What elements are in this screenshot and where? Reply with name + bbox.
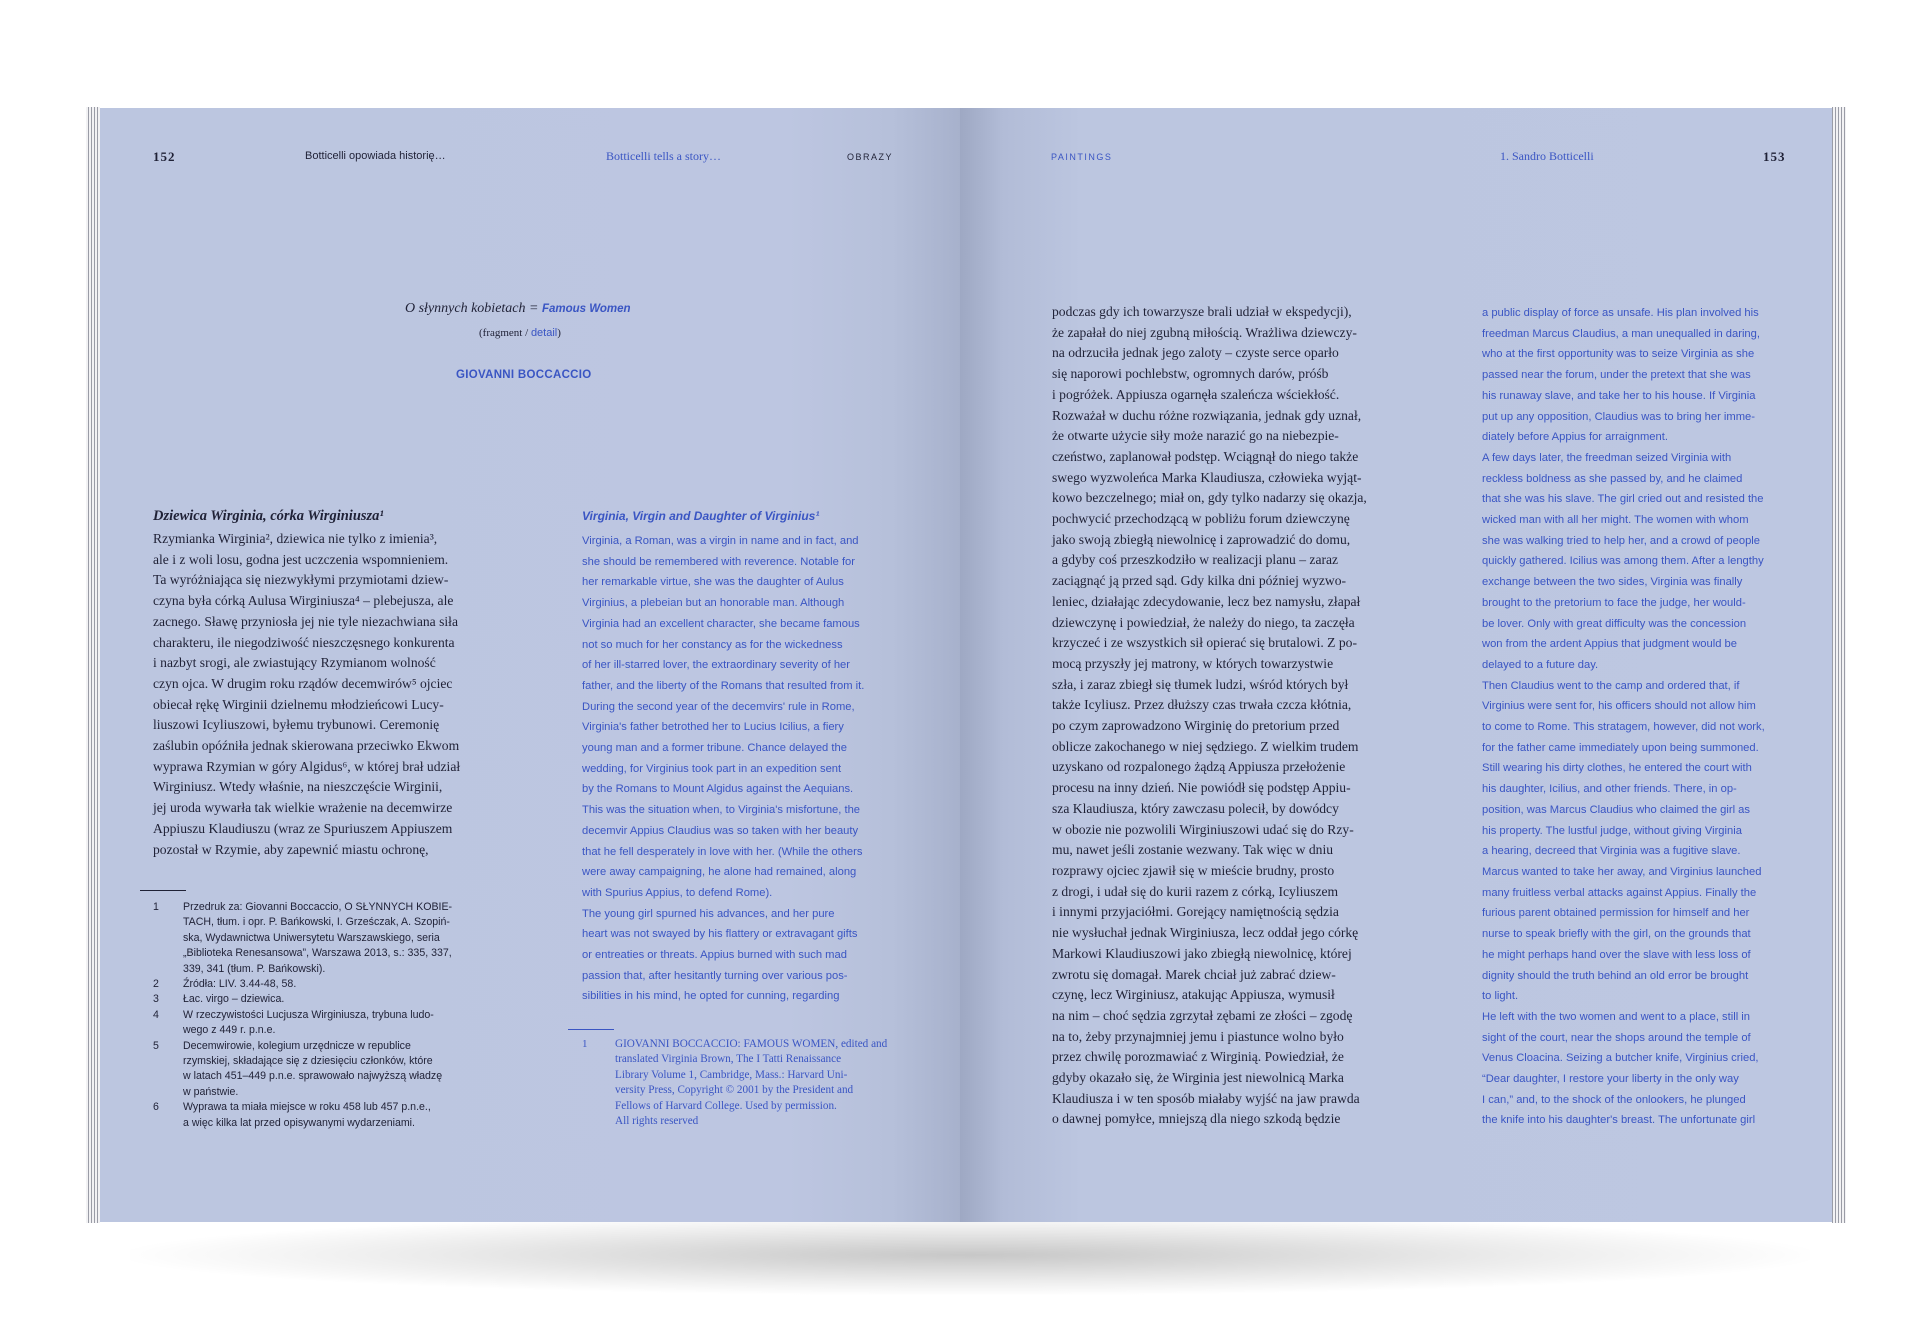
fragment-close: ) — [557, 327, 561, 339]
text-line: his runaway slave, and take her to his house. If Virginia — [1482, 389, 1756, 402]
text-line: nurse to speak briefly with the girl, on the grounds that — [1482, 928, 1751, 941]
footnote-line: Wyprawa ta miała miejsce w roku 458 lub 457 p.n.e., — [183, 1101, 431, 1114]
text-line: że zapałał do niej zgubną miłością. Wrażliwa dziewczy- — [1052, 324, 1357, 340]
text-line: position, was Marcus Claudius who claimed the girl as — [1482, 803, 1750, 816]
text-line: dziewczynę i powiedział, że należy do niego, ta zaczęła — [1052, 614, 1355, 630]
text-line: na nim – choć sędzia zgrzytał zębami ze złości – zgodę — [1052, 1007, 1353, 1023]
text-line: He left with the two women and went to a place, still in — [1482, 1010, 1751, 1023]
footnote-line: TACH, tłum. i opr. P. Bańkowski, I. Grześczak, A. Szopiń- — [183, 916, 450, 929]
text-line: się naporowi pochlebstw, ogromnych darów, próśb — [1052, 366, 1329, 382]
text-line: Virginius, a plebeian but an honorable man. Although — [582, 597, 845, 610]
text-line: freedman Marcus Claudius, a man unequalled in daring, — [1482, 327, 1760, 340]
book-shadow — [130, 1215, 1810, 1295]
text-line: Then Claudius went to the camp and ordered that, if — [1482, 679, 1740, 692]
footnote-line: translated Virginia Brown, The I Tatti Renaissance — [615, 1053, 842, 1066]
footnote-line: versity Press, Copyright © 2001 by the President and — [615, 1084, 854, 1097]
text-line: During the second year of the decemvirs' rule in Rome, — [582, 700, 855, 713]
text-line: delayed to a future day. — [1482, 658, 1599, 671]
footnote-number: 6 — [153, 1101, 159, 1114]
footnote-rule-pl — [140, 890, 186, 891]
footnote-line: Decemwirowie, kolegium urzędnicze w republice — [183, 1039, 411, 1052]
text-line: or entreaties or threats. Appius burned with such mad — [582, 949, 847, 962]
chapter-heading-en: Virginia, Virgin and Daughter of Virginius¹ — [582, 509, 820, 523]
text-line: wedding, for Virginius took part in an expedition sent — [582, 762, 842, 775]
text-line: leniec, działając zdecydowanie, lecz bez namysłu, złapał — [1052, 593, 1361, 609]
footnote-item — [153, 900, 452, 977]
text-line: Klaudiusza i w ten sposób miałaby wyjść na jaw prawda — [1052, 1090, 1360, 1106]
footnote-number: 1 — [153, 901, 159, 913]
text-line: sibilities in his mind, he opted for cunning, regarding — [582, 990, 840, 1003]
text-line: ale i z woli losu, godna jest uczczenia wspomnieniem. — [153, 551, 449, 567]
left-page — [100, 108, 960, 1222]
text-line: uzyskano od rozpalonego żądzą Appiusza przełożenie — [1052, 759, 1346, 775]
text-line: liuszowi Icyliuszowi, byłemu trybunowi. Ceremonię — [153, 717, 440, 733]
text-line: Appiuszu Klaudiuszu (wraz ze Spuriuszem Appiuszem — [153, 820, 453, 836]
text-line: gdyby okazało się, że Wirginia jest niewolnicą Marka — [1052, 1070, 1344, 1086]
footnote-number: 2 — [153, 978, 159, 991]
title-en: Famous Women — [541, 303, 631, 315]
text-line: przez chwilę porozmawiać z Wirginią. Powiedział, że — [1052, 1049, 1344, 1065]
text-line: sza Klaudiusza, który zawczasu polecił, by dowódcy — [1052, 800, 1339, 816]
text-line: father, and the liberty of the Romans that resulted from it. — [582, 679, 865, 692]
text-line: diately before Appius for arraignment. — [1482, 431, 1668, 444]
footnote-line: a więc kilka lat przed opisywanymi wydarzeniami. — [183, 1116, 415, 1129]
text-line: wicked man with all her might. The women with whom — [1482, 514, 1749, 527]
text-line: wyprawa Rzymian w góry Algidus⁶, w której brał udział — [153, 758, 461, 774]
text-line: procesu na inny dzień. Nie powiódł się podstęp Appiu- — [1052, 780, 1351, 796]
text-line: krzyczeć i ze wszystkich sił opierać się brutalowi. Z po- — [1052, 635, 1357, 651]
title-pl: O słynnych kobietach = — [405, 301, 539, 316]
text-line: jej uroda wywarła tak wielkie wrażenie na decemwirze — [153, 800, 453, 816]
footnote-line: Library Volume 1, Cambridge, Mass.: Harvard Uni- — [615, 1068, 848, 1081]
footnote-item — [153, 1008, 452, 1039]
text-line: that she was his slave. The girl cried out and resisted the — [1482, 493, 1764, 506]
text-line: mu, nawet jeśli zostanie wezwany. Tak więc w dniu — [1052, 842, 1334, 858]
chapter-heading-pl: Dziewica Wirginia, córka Wirginiusza¹ — [153, 508, 384, 524]
text-line: na to, żeby przynajmniej jemu i piastunce wolno było — [1052, 1028, 1344, 1044]
text-line: charakteru, ile niegodziwość nieszczęsnego konkurenta — [153, 634, 455, 650]
text-line: Markowi Klaudiuszowi jako zbiegłą niewolnicę, której — [1052, 945, 1352, 961]
fragment-detail: detail — [530, 327, 558, 339]
text-line: także Icyliusz. Przez dłuższy czas trwała czcza kłótnia, — [1052, 697, 1352, 713]
running-head-en: Botticelli tells a story… — [606, 149, 721, 163]
text-line: furious parent obtained permission for himself and her — [1482, 907, 1750, 920]
text-line: with Spurius Appius, to defend Rome). — [582, 886, 773, 899]
text-line: i pogróżek. Appiusza ogarnęła szaleńcza wściekłość. — [1052, 386, 1340, 402]
text-line: passed near the forum, under the pretext that she was — [1482, 369, 1751, 382]
text-line: pozostał w Rzymie, aby zapewnić miastu ochronę, — [153, 841, 429, 857]
section-label-pl: OBRAZY — [847, 152, 894, 162]
text-line: A few days later, the freedman seized Virginia with — [1482, 451, 1732, 464]
text-line: swego wyzwoleńca Marka Klaudiusza, człowieka wyjąt- — [1052, 469, 1362, 485]
text-line: passion that, after hesitantly turning over various pos- — [582, 969, 848, 982]
footnote-number: 5 — [153, 1039, 159, 1052]
footnote-line: w państwie. — [183, 1085, 239, 1098]
text-line: Venus Cloacina. Seizing a butcher knife, Virginius cried, — [1482, 1052, 1759, 1065]
footnote-line: „Biblioteka Renesansowa”, Warszawa 2013, s.: 335, 337, — [183, 947, 452, 960]
text-line: dignity should the truth behind an old error be brought — [1482, 969, 1749, 982]
text-line: Virginia had an excellent character, she became famous — [582, 617, 860, 630]
footnote-line: wego z 449 r. p.n.e. — [183, 1024, 276, 1037]
text-line: decemvir Appius Claudius was so taken with her beauty — [582, 824, 859, 837]
text-line: i innymi przyjaciółmi. Gorejący namiętnością sędzia — [1052, 904, 1339, 920]
text-line: won from the ardent Appius that judgment would be — [1482, 638, 1737, 651]
text-line: mocą przyszły jej matrony, w których towarzystwie — [1052, 655, 1334, 671]
text-line: szła, i zaraz zbiegł się tłumek ludzi, wśród których był — [1052, 676, 1349, 692]
text-line: of her ill-starred lover, the extraordinary severity of her — [582, 659, 850, 672]
footnote-line: 339, 341 (tłum. P. Bańkowski). — [183, 962, 326, 975]
footnote-line: Przedruk za: Giovanni Boccaccio, O SŁYNNYCH KOBIE- — [183, 901, 453, 913]
text-line: Still wearing his dirty clothes, he entered the court with — [1482, 762, 1752, 775]
text-line: not so much for her constancy as for the wickedness — [582, 638, 843, 651]
text-line: “Dear daughter, I restore your liberty in the only way — [1482, 1073, 1739, 1086]
text-line: o dawnej pomyłce, mniejszą dla niego szkodą będzie — [1052, 1111, 1341, 1127]
text-line: Rozważał w duchu różne rozwiązania, jednak gdy uznał, — [1052, 407, 1362, 423]
text-line: that he fell desperately in love with her. (While the others — [582, 845, 863, 858]
text-line: Rzymianka Wirginia², dziewica nie tylko z imienia³, — [153, 531, 438, 546]
running-head-right: 1. Sandro Botticelli — [1500, 149, 1594, 163]
fragment-open: (fragment / — [479, 327, 531, 339]
footnotes-pl — [153, 900, 452, 1131]
text-line: Virginia, a Roman, was a virgin in name and in fact, and — [582, 535, 859, 547]
text-line: a public display of force as unsafe. His plan involved his — [1482, 307, 1759, 319]
english-text-left — [582, 531, 864, 1007]
footnote-item — [153, 992, 452, 1007]
text-line: for the father came immediately upon being summoned. — [1482, 741, 1759, 754]
text-line: Marcus wanted to take her away, and Virginius launched — [1482, 865, 1762, 878]
text-line: many fruitless verbal attacks against Appius. Finally the — [1482, 886, 1757, 899]
text-line: pochwycić przechodzącą w pobliżu forum dziewczynę — [1052, 511, 1350, 527]
text-line: na odrzuciła jednak jego zaloty – czyste serce oparło — [1052, 345, 1339, 361]
page-number-left: 152 — [153, 149, 176, 164]
footnote-item — [153, 977, 452, 992]
text-line: exchange between the two sides, Virginia was finally — [1482, 576, 1743, 589]
footnote-line: ska, Wydawnictwa Uniwersytetu Warszawskiego, seria — [183, 931, 440, 944]
footnote-line: Fellows of Harvard College. Used by permission. — [615, 1099, 837, 1112]
footnote-en-number: 1 — [582, 1038, 588, 1050]
text-line: she should be remembered with reverence. Notable for — [582, 555, 855, 568]
footnote-line: w latach 451–449 p.n.e. sprawowało najwyższą władzę — [183, 1070, 443, 1083]
text-line: jako swoją zbiegłą niewolnicę i zaprowadzić do domu, — [1052, 531, 1351, 547]
text-line: quickly gathered. Icilius was among them. After a lengthy — [1482, 555, 1764, 568]
page-edges-left — [86, 107, 100, 1223]
text-line: be lover. Only with great difficulty was the concession — [1482, 617, 1747, 630]
footnote-line: Źródła: LIV. 3.44-48, 58. — [183, 978, 297, 991]
page-number-right: 153 — [1763, 149, 1786, 164]
text-line: zacnego. Sławę przyniosła jej nie tyle niezachwiana siła — [153, 613, 458, 629]
footnote-en — [615, 1037, 887, 1129]
title-line — [405, 301, 631, 317]
footnote-rule-en — [568, 1029, 614, 1030]
text-line: nie wysłuchał jednak Wirginiusza, lecz oddał jego córkę — [1052, 925, 1359, 941]
text-line: young man and a former tribune. Chance delayed the — [582, 742, 847, 755]
text-line: czeństwo, zaplanował podstęp. Wciągnął do niego także — [1052, 448, 1359, 464]
text-line: kowo bezczelnego; miał on, gdy tylko nadarzy się okazja, — [1052, 490, 1367, 506]
text-line: Virginius were sent for, his officers should not allow him — [1482, 700, 1756, 713]
footnote-item — [153, 1039, 452, 1101]
text-line: Wirginiusz. Wtedy właśnie, na nieszczęście Wirginii, — [153, 779, 443, 795]
text-line: I can,” and, to the shock of the onlookers, he plunged — [1482, 1093, 1746, 1106]
fragment-note — [479, 327, 561, 339]
english-text-right — [1482, 303, 1765, 1131]
text-line: a hearing, decreed that Virginia was a fugitive slave. — [1482, 845, 1741, 858]
running-head-pl: Botticelli opowiada historię… — [305, 150, 446, 162]
text-line: oblicze zakochanego w niej sędziego. Z wielkim trudem — [1052, 738, 1359, 754]
text-line: zaciągnąć ją przed sąd. Gdy kilka dni później wyzwo- — [1052, 573, 1347, 589]
text-line: he might perhaps hand over the slave with less loss of — [1482, 948, 1751, 961]
footnote-line: W rzeczywistości Lucjusza Wirginiusza, trybuna ludo- — [183, 1008, 434, 1021]
text-line: The young girl spurned his advances, and her pure — [582, 907, 835, 920]
text-line: zwrotu się domagał. Marek chciał już zabrać dziew- — [1052, 966, 1336, 982]
text-line: her remarkable virtue, she was the daughter of Aulus — [582, 576, 844, 589]
text-line: że otwarte użycie siły może narazić go na niebezpie- — [1052, 428, 1339, 444]
section-label-en: PAINTINGS — [1051, 152, 1113, 162]
text-line: to come to Rome. This stratagem, however, did not work, — [1482, 721, 1765, 734]
footnote-line: Łac. virgo – dziewica. — [183, 993, 285, 1006]
page-edges-right — [1832, 107, 1846, 1223]
text-line: po czym zaprowadzono Wirginię do pretorium przed — [1052, 718, 1340, 734]
footnote-line: All rights reserved — [615, 1115, 699, 1128]
text-line: obiecał rękę Wirginii dzielnemu młodzieńcowi Lucy- — [153, 696, 444, 712]
text-line: rozprawy ojciec zjawił się w mieście brudny, prosto — [1052, 862, 1335, 878]
text-line: Virginia's father betrothed her to Lucius Icilius, a fiery — [582, 721, 844, 734]
text-line: zaślubin opóźniła jednak skierowana przeciwko Ekwom — [153, 738, 460, 754]
footnote-item — [153, 1100, 452, 1131]
text-line: z drogi, i udał się do kurii razem z córką, Icyliuszem — [1052, 883, 1339, 899]
text-line: by the Romans to Mount Algidus against the Aequians. — [582, 783, 854, 796]
text-line: were away campaigning, he alone had remained, along — [582, 866, 857, 879]
text-line: czyn ojca. W drugim roku rządów decemwirów⁵ ojciec — [153, 675, 453, 691]
text-line: put up any opposition, Claudius was to bring her imme- — [1482, 410, 1755, 423]
text-line: podczas gdy ich towarzysze brali udział w ekspedycji), — [1052, 304, 1352, 319]
polish-text-left — [153, 529, 460, 860]
text-line: who at the first opportunity was to seize Virginia as she — [1482, 348, 1755, 361]
text-line: to light. — [1482, 990, 1519, 1003]
text-line: This was the situation when, to Virginia's misfortune, the — [582, 804, 861, 817]
text-line: reckless boldness as she passed by, and he claimed — [1482, 472, 1743, 485]
text-line: his daughter, Icilius, and other friends. There, in op- — [1482, 783, 1737, 796]
text-line: sight of the court, near the shops around the temple of — [1482, 1031, 1751, 1044]
footnote-number: 3 — [153, 993, 159, 1006]
footnote-line: GIOVANNI BOCCACCIO: FAMOUS WOMEN, edited and — [615, 1038, 888, 1050]
text-line: his property. The lustful judge, without giving Virginia — [1482, 824, 1742, 837]
text-line: i nazbyt srogi, ale zwiastujący Rzymianom wolność — [153, 655, 436, 671]
author-name: GIOVANNI BOCCACCIO — [456, 369, 592, 381]
text-line: the knife into his daughter's breast. The unfortunate girl — [1482, 1114, 1756, 1127]
polish-text-right — [1052, 302, 1367, 1130]
text-line: czyna była córką Aulusa Wirginiusza⁴ – plebejusza, ale — [153, 593, 454, 609]
footnote-line: rzymskiej, składające się z dziesięciu członków, które — [183, 1055, 433, 1068]
text-line: Ta wyróżniająca się niezwykłymi przymiotami dziew- — [153, 572, 449, 588]
text-line: heart was not swayed by his flattery or extravagant gifts — [582, 928, 858, 941]
footnote-number: 4 — [153, 1008, 159, 1021]
right-page — [960, 108, 1832, 1222]
text-line: czynę, lecz Wirginiusz, atakując Appiusza, wymusił — [1052, 987, 1335, 1003]
text-line: she was walking tried to help her, and a crowd of people — [1482, 534, 1760, 547]
text-line: a gdyby coś przeszkodziło w realizacji planu – zaraz — [1052, 552, 1339, 568]
text-line: w obozie nie pozwolili Wirginiuszowi udać się do Rzy- — [1052, 821, 1354, 837]
text-line: brought to the pretorium to face the judge, her would- — [1482, 596, 1746, 609]
